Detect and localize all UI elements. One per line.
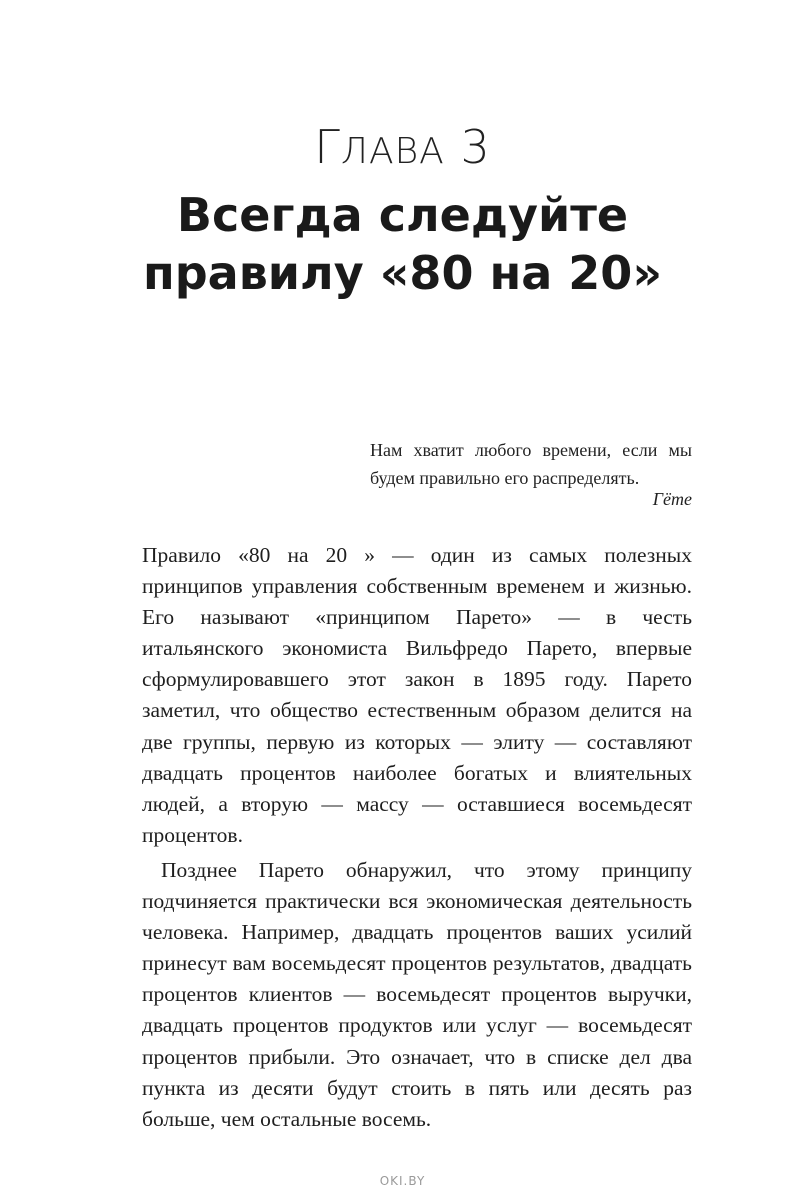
- chapter-label-word: ЛАВА: [340, 131, 445, 172]
- chapter-number: 3: [460, 120, 491, 174]
- epigraph-author: Гёте: [652, 489, 692, 509]
- paragraph: Позднее Парето обнаружил, что этому принципу подчиняется практически вся экономическая деятельность человека. Например, двадцать процентов ваших усилий принесут вам восемьдесят процентов результатов, двадцать процентов клиентов — восемьдесят процентов выручки, двадцать процентов продуктов или услуг — восемьдесят процентов прибыли. Это означает, что в списке дел два пункта из десяти будут стоить в пять или десять раз больше, чем остальные восемь.: [142, 857, 692, 1131]
- paragraph: Правило «80 на 20 » — один из самых полезных принципов управления собственным временем и жизнью. Его называют «принципом Парето» — в честь итальянского экономиста Вильфредо Парето, впервые сформулировавшего этот закон в 1895 году. Парето заметил, что общество естественным образом делится на две группы, первую из которых — элиту — составляют двадцать процентов наиболее богатых и влиятельных людей, а вторую — массу — оставшиеся восемьдесят процентов.: [142, 543, 692, 847]
- chapter-title: [0, 186, 805, 302]
- body-text: [142, 540, 692, 1135]
- watermark: OKI.BY: [379, 1174, 426, 1188]
- epigraph-quote: Нам хватит любого времени, если мы будем правильно его распределять.: [370, 440, 692, 488]
- chapter-title-line-1: Всегда следуйте: [176, 188, 629, 242]
- chapter-label: [0, 120, 805, 174]
- chapter-label-initial: Г: [314, 120, 341, 174]
- chapter-title-line-2: правилу «80 на 20»: [142, 246, 663, 300]
